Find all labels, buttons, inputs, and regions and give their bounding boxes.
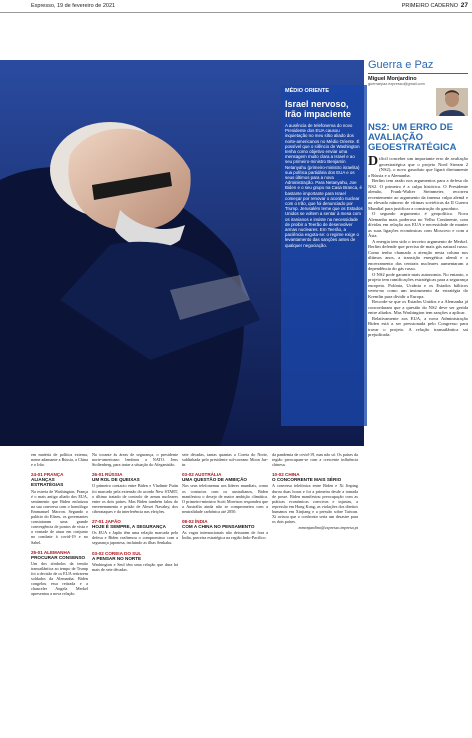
opinion-column — [368, 60, 468, 738]
entry-title: A PENSAR NO NORTE — [92, 555, 142, 561]
entry-body: Washington e Seul têm uma relação que dura há mais de sete décadas. — [92, 561, 178, 572]
opinion-paragraph: Relativamente aos EUA, a nova Administração Biden está a ser pressionada pelo Congresso para travar o projeto. A relação transatlântica sai prejudicada. — [368, 315, 468, 337]
author-footer-email: mmonjardino@expresso.impresa.pt — [298, 525, 358, 531]
column-text: No tocante às áreas de segurança, o presidente norte-americano lembrou a NATO. Jens Stoltenberg, para tratar a situação do Afeganistão. — [92, 452, 178, 468]
opinion-title: NS2: UM ERRO DE AVALIAÇÃO GEOESTRATÉGICA — [368, 122, 457, 153]
opinion-paragraph: A energia tem sido o terceiro argumento de Merkel. Berlim defende que precisa de mais gás natural russo. Como tenho chamado a atenção nesta coluna nos últimos anos, a transição energética alemã e o encerramento das centrais nucleares aumentaram a dependência do gás russo. — [368, 238, 468, 271]
column-2 — [92, 452, 178, 737]
opinion-section-title: Guerra e Paz — [368, 59, 434, 71]
entry-date-tag: 03-02 AUSTRÁLIA — [182, 472, 222, 478]
feature-title: Israel nervoso, Irão impaciente — [285, 99, 352, 119]
entry-date-tag: 25-01 ALEMANHA — [31, 549, 71, 555]
header-date: Expresso, 19 de fevereiro de 2021 — [31, 3, 116, 9]
page-header — [0, 0, 472, 13]
opinion-paragraph: Recorde-se que os Estados Unidos e a Alemanha já concordaram que a questão do NS2 deve ser gerida entre aliados. Mas Washington tem sanções a aplicar. — [368, 299, 468, 315]
feature-body: A ausência de telefonema do novo Presidente dos EUA causou inquietação no meu sítio aliado dos norte-americanos no Médio Oriente. É possível que o silêncio de Washington tenha como objetivo enviar uma mensagem muito clara a Israel e ao seu primeiro-ministro Benjamin Netanyahu (primeiro-ministro israelita) sua política partidária dos EUA e os seus últimos para a nova Administração. Para Netanyahu, Joe Biden e o seu grupo na Casa Branca, é bastante importante para Israel começar por renovar o acordo nuclear com o Irão, que foi denunciado por Trump. Jerusalém teme que os Estados Unidos se voltem a sentar à mesa com os iranianos e insiste na necessidade de proibir a Teerão de desenvolver armas nucleares. Em Teerão, a paciência esgota-se: o regime exige o levantamento das sanções antes de qualquer negociação. — [285, 123, 363, 248]
entry-body: Nos seus telefonemas aos líderes mundiais, como os contactos com os australianos, Biden manifestou o desejo de maior ambição climática. O primeiro-ministro Scott Morrison respondeu que a Austrália ainda não se comprometeu com a neutralidade carbónica até 2050. — [182, 483, 268, 514]
entry-title: HOJE É SEMPRE, A SEGURANÇA — [92, 524, 166, 530]
entry-date-tag: 24-01 FRANÇA — [31, 472, 64, 478]
entry-date-tag: 26-01 RÚSSIA — [92, 472, 123, 478]
opinion-body — [368, 156, 468, 736]
entry-title: UMA QUESTÃO DE AMBIÇÃO — [182, 477, 247, 483]
entry-date-tag: 27-01 JAPÃO — [92, 519, 121, 525]
entry-title: O CONCORRENTE MAIS SÉRIO — [272, 477, 342, 483]
entry-title: COM A CHINA NO PENSAMENTO — [182, 524, 255, 530]
entry-title: UM ROL DE QUEIXAS — [92, 477, 140, 483]
feature-kicker: MÉDIO ORIENTE — [285, 88, 330, 94]
opinion-author-email: guerraepaz.expresso@gmail.com — [368, 82, 425, 86]
entry-title: ALIANÇAS ESTRATÉGIAS — [31, 477, 64, 488]
entry-date-tag: 03-02 COREIA DO SUL — [92, 550, 142, 556]
opinion-paragraph: ifícil conceber um importante erro de avaliação geoestratégica que o projeto Nord Stream 2 (NS2), o novo gasoduto que ligará diretamente a Rússia e a Alemanha. — [368, 156, 468, 178]
entry-body: A conversa telefónica entre Biden e Xi Jinping durou duas horas e foi a primeira desde a tomada de posse. Biden manifestou preocupação com as práticas económicas coercivas e injustas, a repressão em Hong Kong, as violações dos direitos humanos em Xinjiang e a pressão sobre Taiwan. Xi avisou que o confronto seria um desastre para os dois países. — [272, 483, 358, 525]
opinion-paragraph: O NS2 pode garantir mais autonomia. No entanto, o projeto tem ramificações estratégicas para a segurança europeia. Polónia, Ucrânia e os Estados bálticos veem-no como um instrumento da estratégia do Kremlin para dividir a Europa. — [368, 271, 468, 299]
header-section: PRIMEIRO CADERNO — [401, 3, 458, 9]
entry-body: Os EUA e Japão têm uma relação marcada pela defesa e Biden reafirmou o compromisso com a segurança japonesa, incluindo as ilhas Senkaku. — [92, 530, 178, 546]
entry-body: Um dos símbolos da tensão transatlântica ao tempo de Trump foi a decisão de os EUA retirarem soldados da Alemanha. Biden congelou essa retirada e a chanceler Angela Merkel apresentou a nova relação. — [31, 560, 88, 597]
entry-body: As vagas internacionais não deixaram de fora a Índia, parceira estratégica na região Indo-Pacífico. — [182, 530, 268, 541]
author-headshot — [436, 88, 468, 116]
entry-date-tag: 08-02 ÍNDIA — [182, 519, 208, 525]
opinion-paragraph: O segundo argumento é geopolítico. Nova Alemanha mais poderosa no Velho Continente, com dívidas em relação aos EUA e necessidade de manter as suas ligações económicas com Moscovo e com a Ásia. — [368, 211, 468, 238]
column-text: sete décadas, tantas quantas a Coreia do Norte, sublinhada pelo presidente sul-coreano Moon Jae-in. — [182, 452, 268, 468]
column-text: da pandemia de covid-19, mas não só. Os países da região preocupam-se com a crescente influência chinesa. — [272, 452, 358, 468]
opinion-author: Miguel Monjardino — [368, 73, 468, 82]
entry-date-tag: 10-02 CHINA — [272, 472, 300, 478]
opinion-paragraph: Berlim tem razão nos argumentos para a defesa do NS2. O primeiro é a culpa histórica. O Presidente alemão, Frank-Walter Steinmeier, recorreu recentemente ao argumento da imensa culpa alemã e ao elevado número de vítimas soviéticas da II Guerra Mundial para justificar a construção do gasoduto. — [368, 178, 468, 211]
author-headshot-illustration — [436, 88, 468, 116]
entry-title: PROCURAR CONSENSO — [31, 554, 86, 560]
feature-panel — [281, 85, 367, 426]
entry-body: Na estreia de Washington, França é o mais antigo aliado dos EUA, sentimento que Biden enfatizou na sua conversa com o homólogo Emmanuel Macron. Segundo o palácio do Eliseu, os governantes constataram uma grande convergência de pontos de vista e a vontade de atuar em conjunto no combate à covid-19 e no Sahel. — [31, 488, 88, 545]
page-number: 27 — [460, 2, 468, 9]
column-1 — [31, 452, 88, 737]
column-text: em matéria de política externa, nome adamante a Rússia, a China e o Irão. — [31, 452, 88, 468]
column-4 — [272, 452, 358, 737]
entry-body: O primeiro contacto entre Biden e Vladimir Putin foi marcado pela extensão do acordo New START, o último tratado de controlo de armas nucleares entre os dois países. Mas Biden também falou do envenenamento e prisão de Alexei Navalny, dos ciberataques e da interferência nas eleições. — [92, 483, 178, 514]
column-3 — [182, 452, 268, 737]
drop-cap: D — [368, 156, 379, 169]
